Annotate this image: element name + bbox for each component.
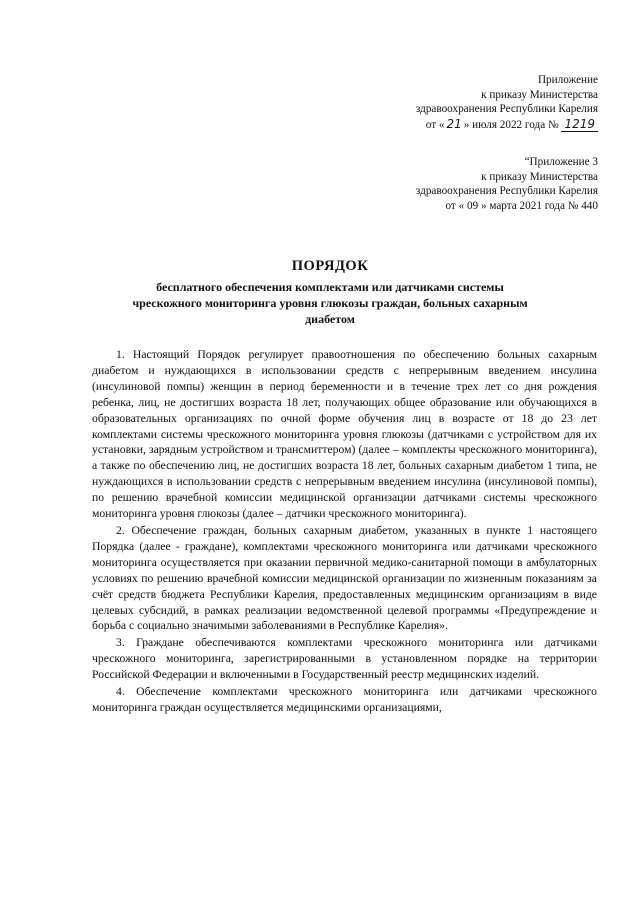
header-line-order: к приказу Министерства (481, 88, 598, 101)
subtitle-line-2: чрескожного мониторинга уровня глюкозы граждан, больных сахарным (132, 296, 528, 310)
header-line-appendix: Приложение (537, 74, 598, 86)
header-line-ministry: здравоохранения Республики Карелия (415, 103, 598, 116)
document-title-block (70, 258, 590, 327)
handwritten-day: 21 (446, 116, 462, 131)
paragraph-3: 3. Граждане обеспечиваются комплектами чрескожного мониторинга или датчиками чрескожного мониторинга, зарегистрированными в установленном порядке на территории Российской Федерации и включенными в Государственный реестр медицинских изделий. (92, 636, 597, 682)
date-middle: » июля 2022 года № (463, 118, 559, 131)
header2-line-order: к приказу Министерства (481, 170, 598, 183)
order-header (416, 73, 598, 132)
header2-line-date: от « 09 » марта 2021 года № 440 (445, 199, 598, 212)
subtitle-line-1: бесплатного обеспечения комплектами или датчиками системы (156, 280, 504, 294)
paragraph-1: 1. Настоящий Порядок регулирует правоотношения по обеспечению больных сахарным диабетом и нуждающихся в использовании средств с непрерывным введением инсулина (инсулиновой помпы) женщин в период беременности и в течение трех лет со дня рождения ребенка, лиц, не достигших возраста 18 лет, получающих общее образование или обучающихся в образовательных организациях по очной форме обучения лиц в возрасте от 18 до 23 лет комплектами системы чрескожного мониторинга уровня глюкозы (датчиками с устройством для их установки, зарядным устройством и трансмиттером) (далее – комплекты чрескожного мониторинга), а также по обеспечению лиц, не достигших возраста 18 лет, больных сахарным диабетом 1 типа, не нуждающихся в использовании средств с непрерывным введением инсулина (инсулиновой помпы), по решению врачебной комиссии медицинской организации датчиками системы чрескожного мониторинга уровня глюкозы (далее – датчики чрескожного мониторинга). (92, 348, 597, 521)
header-line-date (416, 117, 598, 133)
header2-line-ministry: здравоохранения Республики Карелия (415, 185, 598, 198)
header2-line-appendix: “Приложение 3 (524, 156, 598, 168)
paragraph-4: 4. Обеспечение комплектами чрескожного мониторинга или датчиками чрескожного мониторинга граждан осуществляется медицинскими организациями, (92, 685, 597, 714)
subtitle-line-3: диабетом (305, 312, 355, 326)
previous-order-header (416, 155, 598, 213)
date-prefix: от « (425, 118, 445, 131)
page-title: ПОРЯДОК (291, 258, 369, 274)
paragraph-2: 2. Обеспечение граждан, больных сахарным диабетом, указанных в пункте 1 настоящего Порядка (далее - граждане), комплектами чрескожного мониторинга или датчиками чрескожного мониторинга осуществляется при оказании первичной медико-санитарной помощи в амбулаторных условиях по решению врачебной комиссии медицинской организации по жизненным показаниям за счёт средств бюджета Республики Карелия, предоставленных медицинским организациям в виде целевых субсидий, в рамках реализации ведомственной целевой программы «Предупреждение и борьба с социально значимыми заболеваниями в Республике Карелия». (92, 523, 597, 633)
handwritten-order-number: 1219 (561, 117, 598, 132)
document-body (92, 347, 597, 717)
